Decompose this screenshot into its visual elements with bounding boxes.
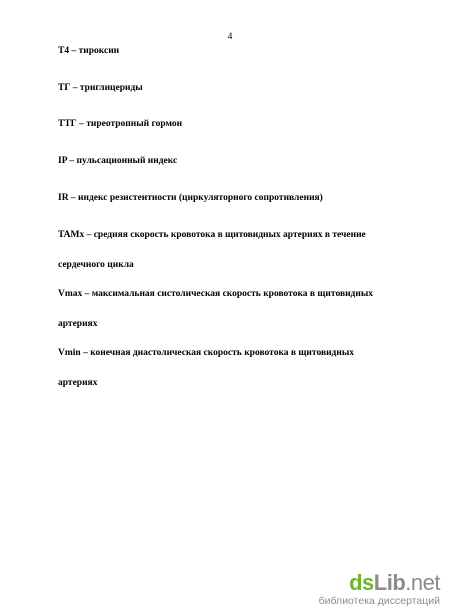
entry-line: Vmin – конечная диастолическая скорость кровотока в щитовидных xyxy=(58,348,355,358)
entry-line: сердечного цикла xyxy=(58,260,134,270)
entry-line: Т4 – тироксин xyxy=(58,46,120,56)
dslib-watermark xyxy=(250,571,440,608)
logo-part-lib: Lib xyxy=(373,570,406,595)
entry-line: IP – пульсационный индекс xyxy=(58,156,178,166)
dslib-logo xyxy=(349,571,440,595)
logo-part-ds: ds xyxy=(349,570,374,595)
abbreviation-entry-ttg xyxy=(58,109,403,139)
watermark-subtitle: библиотека диссертаций xyxy=(318,595,440,607)
entry-line: TAMx – средняя скорость кровотока в щитовидных артериях в течение xyxy=(58,230,366,240)
page-number: 4 xyxy=(227,32,233,42)
entry-line: ТТГ – тиреотропный гормон xyxy=(58,119,183,129)
abbreviation-entry-t4 xyxy=(58,36,403,66)
abbreviation-entry-ir xyxy=(58,183,403,213)
abbreviation-entry-tamx xyxy=(58,220,403,280)
entry-line: артериях xyxy=(58,378,98,388)
entry-line: артериях xyxy=(58,319,98,329)
entry-line: IR – индекс резистентности (циркуляторного сопротивления) xyxy=(58,193,323,203)
abbreviation-entry-vmax xyxy=(58,279,403,339)
abbreviation-entry-ip xyxy=(58,146,403,176)
entry-line: Vmax – максимальная систолическая скорость кровотока в щитовидных xyxy=(58,289,374,299)
logo-part-net: .net xyxy=(405,570,440,595)
abbreviation-entry-vmin xyxy=(58,338,403,398)
entry-line: ТГ – триглицериды xyxy=(58,83,143,93)
abbreviation-entry-tg xyxy=(58,73,403,103)
